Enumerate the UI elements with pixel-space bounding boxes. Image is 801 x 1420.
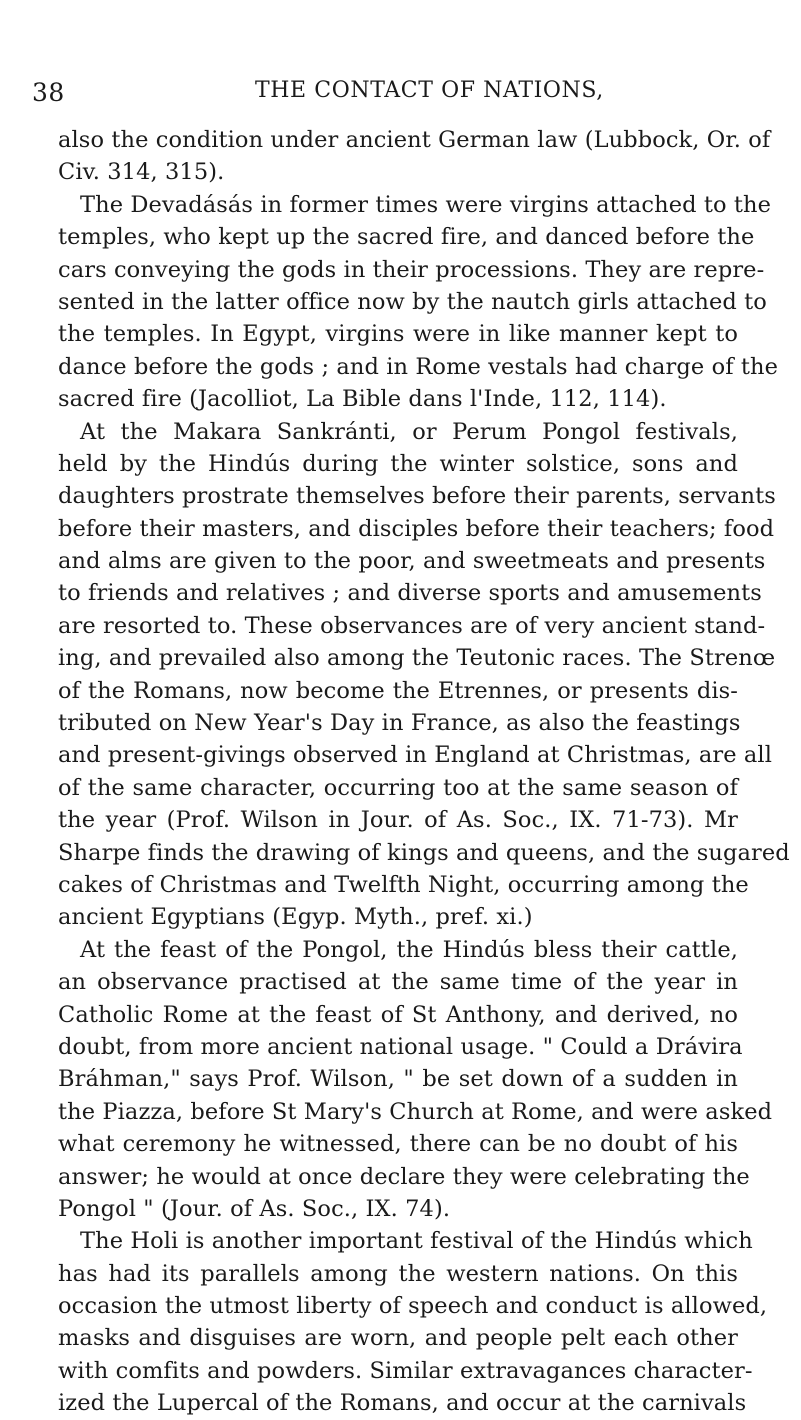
text-line: the temples. In Egypt, virgins were in like manner kept to [58, 321, 738, 348]
text-line: cakes of Christmas and Twelfth Night, occurring among the [58, 871, 749, 898]
text-line: occasion the utmost liberty of speech and conduct is allowed, [58, 1293, 768, 1320]
text-line: Catholic Rome at the feast of St Anthony, and derived, no [58, 1001, 738, 1028]
text-line: The Holi is another important festival of the Hindús which [80, 1228, 753, 1255]
text-line: sented in the latter office now by the nautch girls attached to [58, 288, 767, 315]
text-line: At the Makara Sankránti, or Perum Pongol festivals, [80, 418, 738, 445]
text-line: Civ. 314, 315). [58, 159, 225, 186]
text-line: are resorted to. These observances are of very ancient stand- [58, 612, 766, 639]
text-line: ing, and prevailed also among the Teutonic races. The Strenœ [58, 645, 776, 672]
text-line: doubt, from more ancient national usage. " Could a Drávira [58, 1033, 743, 1060]
text-line: answer; he would at once declare they were celebrating the [58, 1163, 750, 1190]
text-line: of the same character, occurring too at the same season of [58, 774, 738, 801]
text-line: dance before the gods ; and in Rome vestals had charge of the [58, 353, 779, 380]
text-line: cars conveying the gods in their processions. They are repre- [58, 256, 765, 283]
text-line: temples, who kept up the sacred fire, and danced before the [58, 224, 755, 251]
text-line: also the condition under ancient German law (Lubbock, Or. of [58, 127, 771, 153]
body-text [58, 124, 790, 1420]
text-line: the year (Prof. Wilson in Jour. of As. Soc., IX. 71-73). Mr [58, 807, 738, 834]
text-line: of the Romans, now become the Etrennes, or presents dis- [58, 677, 738, 704]
text-line: sacred fire (Jacolliot, La Bible dans l'Inde, 112, 114). [58, 386, 667, 413]
text-line: with comfits and powders. Similar extravagances character- [58, 1357, 753, 1384]
text-line: and present-givings observed in England at Christmas, are all [58, 742, 772, 769]
running-title: THE CONTACT OF NATIONS, [255, 78, 604, 103]
page-number: 38 [32, 78, 65, 107]
text-line: has had its parallels among the western nations. On this [58, 1260, 738, 1287]
text-line: The Devadásás in former times were virgins attached to the [80, 191, 772, 218]
text-line: ized the Lupercal of the Romans, and occur at the carnivals [58, 1390, 747, 1417]
text-line: to friends and relatives ; and diverse sports and amusements [58, 580, 762, 607]
text-line: Bráhman," says Prof. Wilson, " be set down of a sudden in [58, 1066, 738, 1093]
text-line: Sharpe finds the drawing of kings and queens, and the sugared [58, 839, 790, 866]
text-line: tributed on New Year's Day in France, as also the feastings [58, 710, 741, 737]
text-line: At the feast of the Pongol, the Hindús bless their cattle, [80, 936, 738, 963]
text-line: what ceremony he witnessed, there can be no doubt of his [58, 1131, 738, 1158]
text-line: before their masters, and disciples before their teachers; food [58, 515, 775, 542]
text-line: an observance practised at the same time of the year in [58, 969, 738, 996]
text-line: daughters prostrate themselves before their parents, servants [58, 483, 776, 510]
text-line: the Piazza, before St Mary's Church at Rome, and were asked [58, 1098, 773, 1125]
text-line: Pongol " (Jour. of As. Soc., IX. 74). [58, 1195, 451, 1222]
text-line: held by the Hindús during the winter solstice, sons and [58, 450, 738, 477]
running-head [32, 78, 732, 108]
text-line: and alms are given to the poor, and sweetmeats and presents [58, 548, 766, 575]
text-line: ancient Egyptians (Egyp. Myth., pref. xi.) [58, 904, 533, 931]
text-line: masks and disguises are worn, and people pelt each other [58, 1325, 738, 1352]
